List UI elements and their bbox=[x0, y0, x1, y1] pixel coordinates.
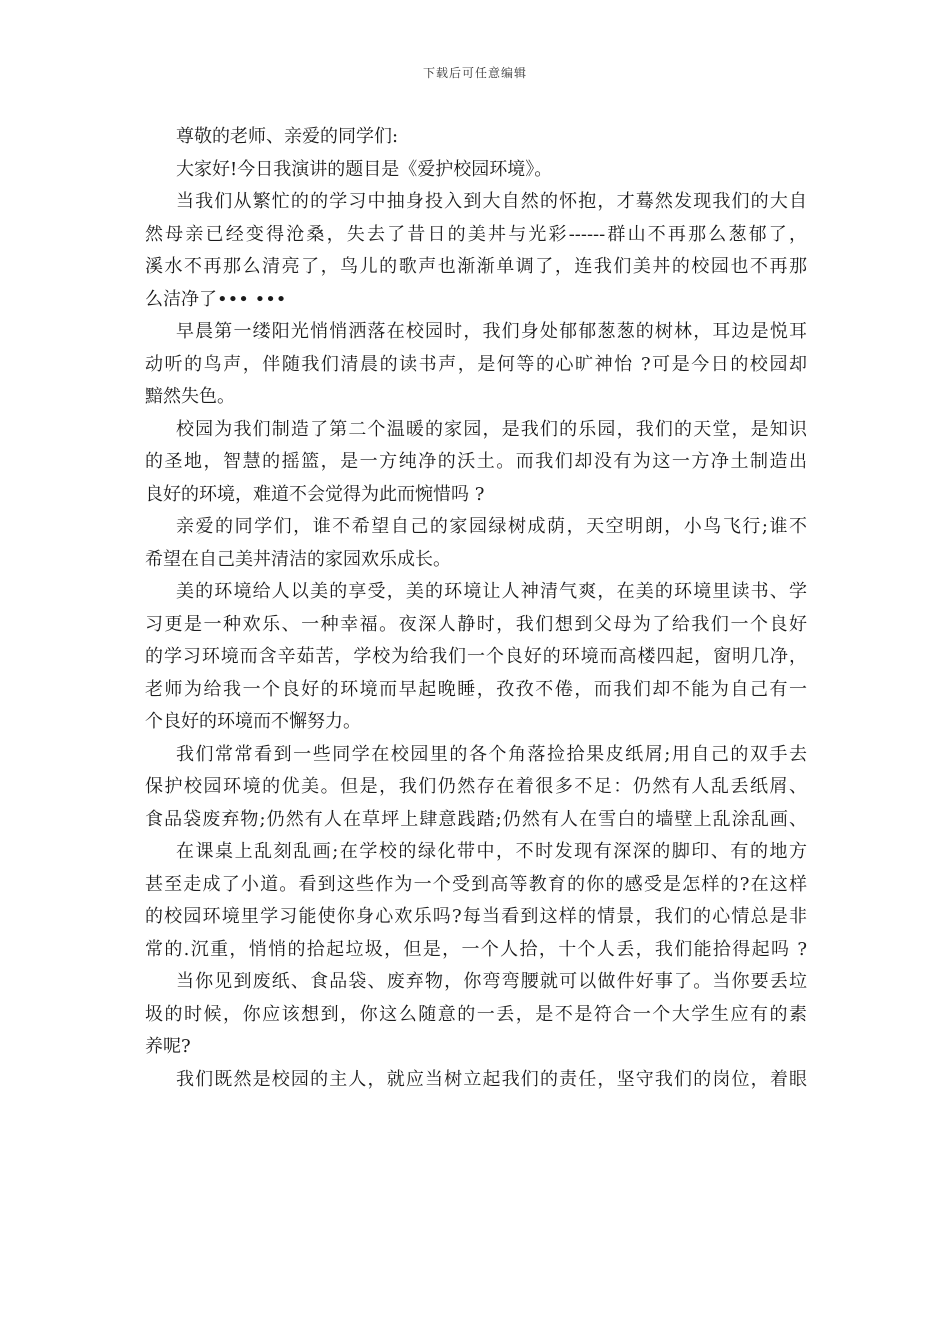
text-line: 个良好的环境而不懈努力。 bbox=[145, 711, 361, 732]
text-line: 大家好!今日我演讲的题目是《爱护校园环境》。 bbox=[176, 158, 553, 180]
text-line: 尊敬的老师、亲爱的同学们: bbox=[176, 126, 399, 147]
text-line: 溪水不再那么清亮了，鸟儿的歌声也渐渐单调了，连我们美丼的校园也不再那 bbox=[145, 256, 807, 277]
text-line: 的学习环境而含辛茹苦，学校为给我们一个良好的环境而高楼四起，窗明几净， bbox=[145, 646, 807, 667]
text-line: 习更是一种欢乐、一种幸福。夜深人静时，我们想到父母为了给我们一个良好 bbox=[145, 613, 807, 635]
text-line: 的校园环境里学习能使你身心欢乐吗?每当看到这样的情景，我们的心情总是非 bbox=[145, 906, 807, 927]
text-line: 甚至走成了小道。看到这些作为一个受到高等教育的你的感受是怎样的?在这样 bbox=[145, 873, 807, 895]
text-line: 保护校园环境的优美。但是，我们仍然存在着很多不足：仍然有人乱丢纸屑、 bbox=[145, 776, 807, 797]
text-line: 早晨第一缕阳光悄悄洒落在校园时，我们身处郁郁葱葱的树林，耳边是悦耳 bbox=[176, 321, 807, 342]
text-line: 黯然失色。 bbox=[145, 386, 235, 407]
text-line: 校园为我们制造了第二个温暖的家园，是我们的乐园，我们的天堂，是知识 bbox=[176, 418, 807, 440]
text-line: 的圣地，智慧的摇篮，是一方纯净的沃土。而我们却没有为这一方净土制造出 bbox=[145, 451, 807, 472]
text-line: 我们既然是校园的主人，就应当树立起我们的责任，坚守我们的岗位，着眼 bbox=[176, 1068, 807, 1090]
speech-body bbox=[145, 121, 807, 1096]
text-line: 然母亲已经变得沧桑，失去了昔日的美丼与光彩------群山不再那么葱郁了， bbox=[145, 223, 807, 245]
text-line: 美的环境给人以美的享受，美的环境让人神清气爽，在美的环境里读书、学 bbox=[176, 581, 807, 602]
text-line: 当你见到废纸、食品袋、废弃物，你弯弯腰就可以做件好事了。当你要丢垃 bbox=[176, 971, 807, 992]
text-line: 圾的时候，你应该想到，你这么随意的一丢，是不是符合一个大学生应有的素 bbox=[145, 1003, 807, 1025]
text-line: 我们常常看到一些同学在校园里的各个角落捡拾果皮纸屑;用自己的双手去 bbox=[176, 743, 807, 765]
text-line: 么洁净了••• ••• bbox=[145, 288, 287, 310]
text-line: 动听的鸟声，伴随我们清晨的读书声，是何等的心旷神怡 ?可是今日的校园却 bbox=[145, 353, 807, 375]
page-header-note: 下载后可任意编辑 bbox=[422, 66, 527, 80]
text-line: 亲爱的同学们，谁不希望自己的家园绿树成荫，天空明朗，小鸟飞行;谁不 bbox=[176, 516, 807, 537]
text-line: 在课桌上乱刻乱画;在学校的绿化带中，不时发现有深深的脚印、有的地方 bbox=[176, 841, 807, 862]
text-line: 良好的环境，难道不会觉得为此而惋惜吗 ? bbox=[145, 483, 485, 505]
text-line: 常的.沉重，悄悄的拾起垃圾，但是，一个人拾，十个人丢，我们能拾得起吗 ? bbox=[145, 938, 807, 960]
text-line: 当我们从繁忙的的学习中抽身投入到大自然的怀抱，才蓦然发现我们的大自 bbox=[176, 191, 807, 212]
text-line: 食品袋废弃物;仍然有人在草坪上肆意践踏;仍然有人在雪白的墙壁上乱涂乱画、 bbox=[145, 808, 807, 830]
text-line: 老师为给我一个良好的环境而早起晚睡，孜孜不倦，而我们却不能为自己有一 bbox=[145, 678, 807, 700]
text-line: 养呢? bbox=[145, 1036, 191, 1057]
text-line: 希望在自己美丼清洁的家园欢乐成长。 bbox=[145, 548, 451, 570]
